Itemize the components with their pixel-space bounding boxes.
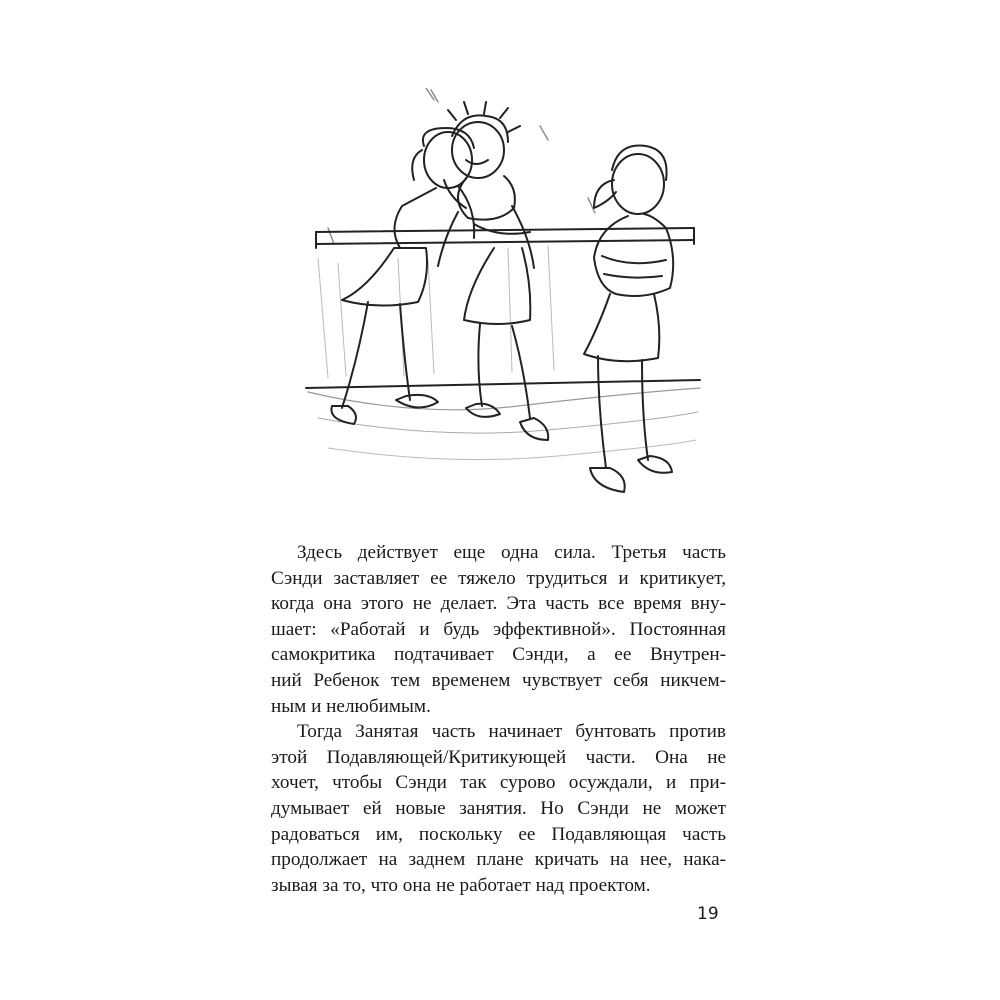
illustration [298,88,708,518]
text-line: Сэнди заставляет ее тяжело трудиться и критикует, [271,567,726,589]
page-number: 19 [697,904,719,924]
text-line: зывая за то, что она не работает над проектом. [271,874,651,896]
text-line: радоваться им, поскольку ее Подавляющая часть [271,823,726,845]
text-line: ным и нелюбимым. [271,695,431,717]
text-line: думывает ей новые занятия. Но Сэнди не может [271,797,726,819]
body-text [271,540,726,898]
text-line: продолжает на заднем плане кричать на нее, нака- [271,849,726,871]
paragraph-2 [271,719,726,898]
text-line: самокритика подтачивает Сэнди, а ее Внутрен- [271,644,726,666]
text-line: хочет, чтобы Сэнди так сурово осуждали, и при- [271,772,726,794]
text-line: когда она этого не делает. Эта часть все время вну- [271,593,726,615]
three-girls-ballet-barre-illustration [298,88,708,518]
text-line: шает: «Работай и будь эффективной». Постоянная [271,618,726,640]
text-line: Здесь действует еще одна сила. Третья часть [297,542,726,563]
text-line: ний Ребенок тем временем чувствует себя никчем- [271,669,726,691]
text-line: Тогда Занятая часть начинает бунтовать против [297,721,726,743]
text-line: этой Подавляющей/Критикующей части. Она не [271,746,726,768]
paragraph-1 [271,540,726,719]
